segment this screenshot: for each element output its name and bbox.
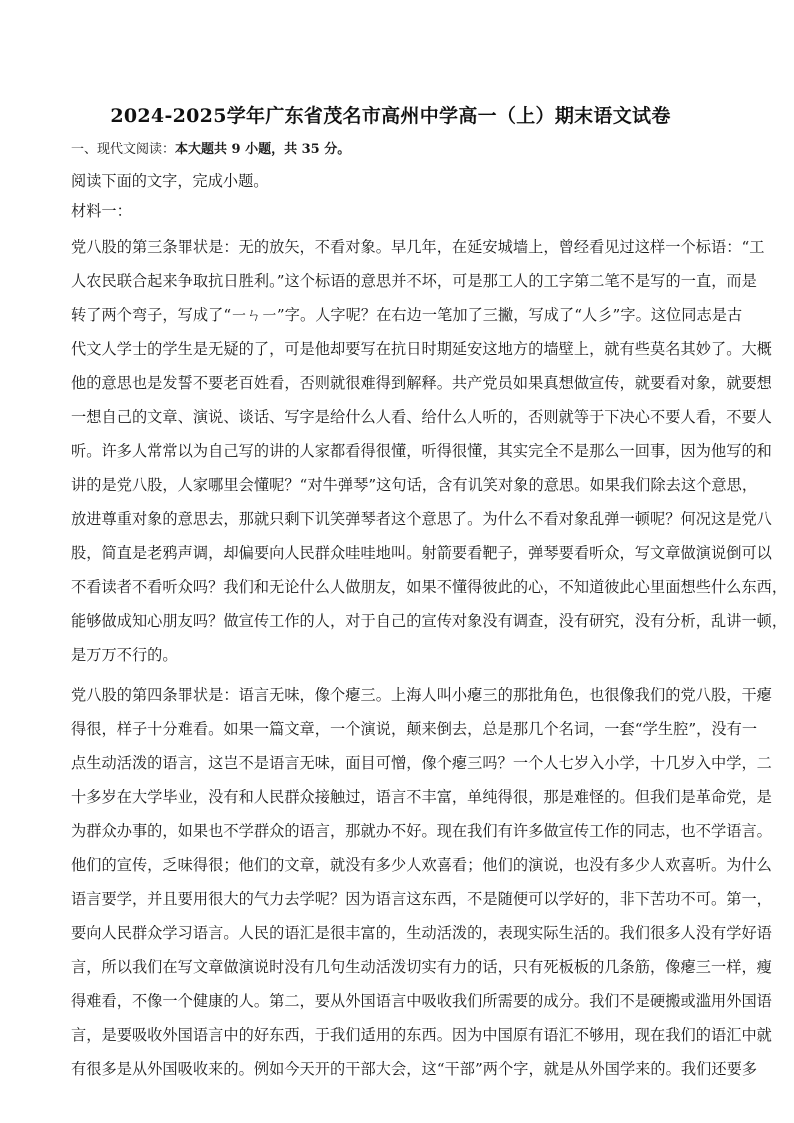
paragraph-line: 党八股的第四条罪状是：语言无味，像个瘪三。上海人叫小瘪三的那批角色，也很像我们的党八股，干瘪 <box>71 686 772 704</box>
paragraph-line: 党八股的第三条罪状是：无的放矢，不看对象。早几年，在延安城墙上，曾经看见过这样一个标语：“工 <box>71 238 765 256</box>
paragraph-line: 言，所以我们在写文章做演说时没有几句生动活泼切实有力的话，只有死板板的几条筋，像瘪三一样，瘦 <box>71 958 772 976</box>
paragraph-line: 人农民联合起来争取抗日胜利。”这个标语的意思并不坏，可是那工人的工字第二笔不是写的一直，而是 <box>71 272 757 290</box>
paragraph-line: 点生动活泼的语言，这岂不是语言无味，面目可憎，像个瘪三吗？一个人七岁入小学，十几岁入中学，二 <box>71 754 772 772</box>
paragraph-line: 有很多是从外国吸收来的。例如今天开的干部大会，这“干部”两个字，就是从外国学来的。我们还要多 <box>71 1060 758 1078</box>
paragraph-line: 得很，样子十分难看。如果一篇文章，一个演说，颠来倒去，总是那几个名词，一套“学生腔”，没有一 <box>71 720 758 738</box>
paragraph-line: 他们的宣传，乏味得很；他们的文章，就没有多少人欢喜看；他们的演说，也没有多少人欢喜听。为什么 <box>71 856 772 874</box>
material-label: 材料一： <box>71 202 132 220</box>
paragraph-line: 听。许多人常常以为自己写的讲的人家都看得很懂，听得很懂，其实完全不是那么一回事，因为他写的和 <box>71 442 772 460</box>
paragraph-line: 得难看，不像一个健康的人。第二，要从外国语言中吸收我们所需要的成分。我们不是硬搬或滥用外国语 <box>71 992 772 1010</box>
paragraph-line: 语言要学，并且要用很大的气力去学呢？因为语言这东西，不是随便可以学好的，非下苦功不可。第一， <box>71 890 772 908</box>
section-detail: 本大题共 9 小题，共 35 分。 <box>175 142 351 157</box>
paragraph-line: 股，简直是老鸦声调，却偏要向人民群众哇哇地叫。射箭要看靶子，弹琴要看听众，写文章做演说倒可以 <box>71 544 772 562</box>
paragraph-line: 放进尊重对象的意思去，那就只剩下讥笑弹琴者这个意思了。为什么不看对象乱弹一顿呢？何况这是党八 <box>71 510 772 528</box>
paragraph-line: 十多岁在大学毕业，没有和人民群众接触过，语言不丰富，单纯得很，那是难怪的。但我们是革命党，是 <box>71 788 772 806</box>
paragraph-line: 要向人民群众学习语言。人民的语汇是很丰富的，生动活泼的，表现实际生活的。我们很多人没有学好语 <box>71 924 772 942</box>
section-prefix: 一、现代文阅读： <box>71 142 176 157</box>
paragraph-line: 转了两个弯子，写成了“㇐ㄣ㇐”字。人字呢？在右边一笔加了三撇，写成了“人彡”字。这位同志是古 <box>71 306 743 324</box>
paragraph-line: 为群众办事的，如果也不学群众的语言，那就办不好。现在我们有许多做宣传工作的同志，也不学语言。 <box>71 822 772 840</box>
paragraph-line: 他的意思也是发誓不要老百姓看，否则就很难得到解释。共产党员如果真想做宣传，就要看对象，就要想 <box>71 374 772 392</box>
paragraph-line: 言，是要吸收外国语言中的好东西，于我们适用的东西。因为中国原有语汇不够用，现在我们的语汇中就 <box>71 1026 772 1044</box>
reading-passage <box>71 230 788 1086</box>
section-heading <box>71 140 710 160</box>
paragraph-line: 代文人学士的学生是无疑的了，可是他却要写在抗日时期延安这地方的墙壁上，就有些莫名其妙了。大概 <box>71 340 772 358</box>
passage-paragraph <box>71 678 772 1086</box>
paragraph-line: 是万万不行的。 <box>71 646 178 664</box>
paragraph-line: 一想自己的文章、演说、谈话、写字是给什么人看、给什么人听的，否则就等于下决心不要人看，不要人 <box>71 408 772 426</box>
paragraph-line: 讲的是党八股，人家哪里会懂呢？“对牛弹琴”这句话，含有讥笑对象的意思。如果我们除去这个意思， <box>71 476 758 494</box>
reading-instruction: 阅读下面的文字，完成小题。 <box>71 172 269 190</box>
paragraph-line: 不看读者不看听众吗？我们和无论什么人做朋友，如果不懂得彼此的心，不知道彼此心里面想些什么东西， <box>71 578 788 596</box>
paragraph-line: 能够做成知心朋友吗？做宣传工作的人，对于自己的宣传对象没有调查，没有研究，没有分析，乱讲一顿， <box>71 612 788 630</box>
passage-paragraph <box>71 230 788 672</box>
exam-title: 2024-2025学年广东省茂名市高州中学高一（上）期末语文试卷 <box>110 105 671 127</box>
